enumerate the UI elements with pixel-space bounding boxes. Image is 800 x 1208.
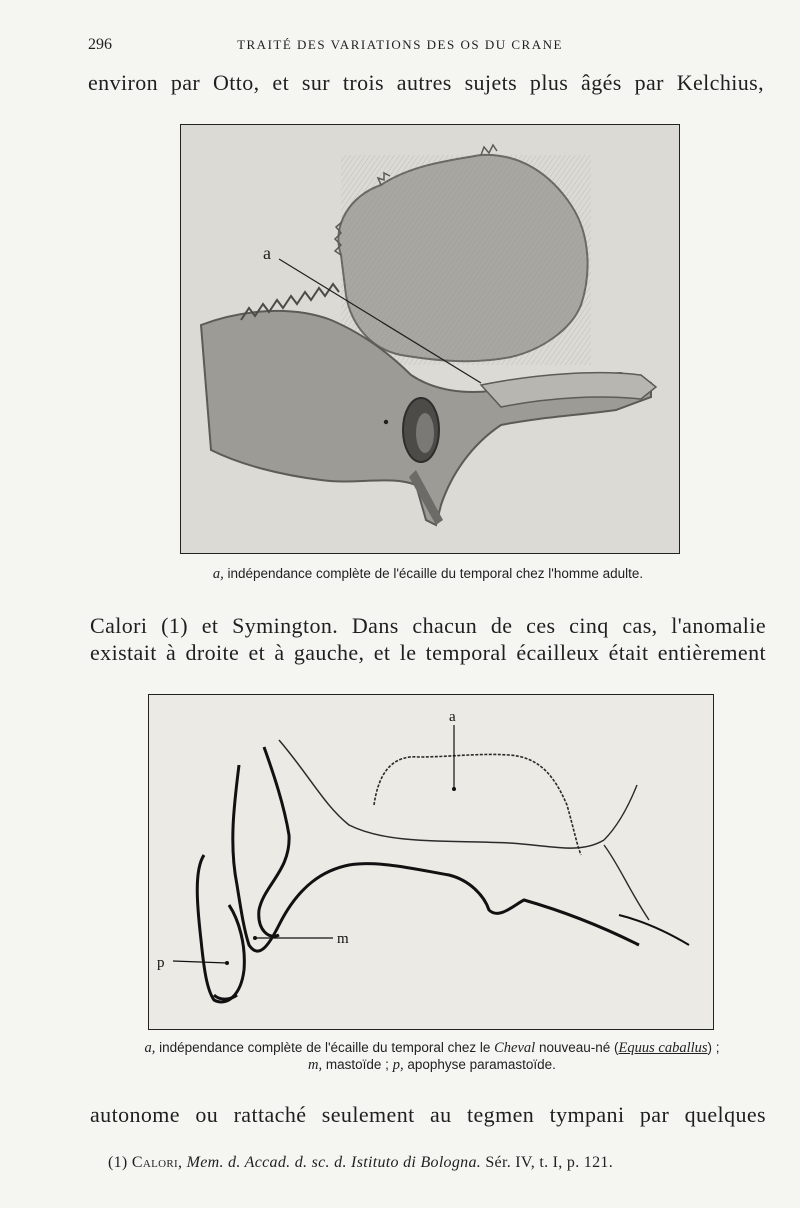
figure-2-horse-temporal-outline [148,694,714,1030]
body-text-line-3: existait à droite et à gauche, et le temporal écailleux était entièrement [90,640,766,665]
caption-1-text: indépendance complète de l'écaille du temporal chez l'homme adulte. [223,566,644,581]
caption-2-text-2: nouveau-né ( [535,1040,619,1055]
page-number: 296 [88,36,112,53]
caption-2-text-4: mastoïde ; [322,1057,393,1072]
figure-1-label-a: a [263,243,271,263]
figure-2-caption-line-1 [32,1040,800,1057]
body-text-line-4: autonome ou rattaché seulement au tegmen tympani par quelques [90,1102,766,1127]
body-text-line-1: environ par Otto, et sur trois autres sujets plus âgés par Kelchius, [88,70,764,95]
figure-2-label-a: a [449,709,456,725]
caption-2-text-3: ) ; [707,1040,720,1055]
caption-1-letter: a, [212,566,224,582]
running-title: TRAITÉ DES VARIATIONS DES OS DU CRANE [237,37,563,52]
footnote-journal: Mem. d. Accad. d. sc. d. Istituto di Bologna. [186,1154,482,1171]
footnote-separator: , [177,1154,187,1171]
caption-2-species: Equus caballus [618,1040,708,1056]
caption-2-text-5: apophyse paramastoïde. [403,1057,556,1072]
footnote [108,1154,613,1172]
footnote-author: Calori [131,1154,178,1171]
footnote-series: Sér. IV, t. I, p. 121. [481,1154,614,1171]
body-text-line-2: Calori (1) et Symington. Dans chacun de ces cinq cas, l'anomalie [90,613,766,638]
footnote-number: (1) [108,1154,132,1171]
caption-2-letter-m: m, [308,1057,323,1073]
figure-2-caption-line-2 [32,1057,800,1074]
figure-1-temporal-bone-drawing [180,124,680,554]
caption-2-letter-a: a, [144,1040,156,1056]
figure-1-caption [28,566,800,583]
caption-2-text-1: indépendance complète de l'écaille du temporal chez le [155,1040,495,1055]
caption-2-letter-p: p, [392,1057,404,1073]
caption-2-cheval: Cheval [494,1040,536,1056]
figure-2-label-p: p [157,955,165,971]
figure-2-label-m: m [337,931,349,947]
